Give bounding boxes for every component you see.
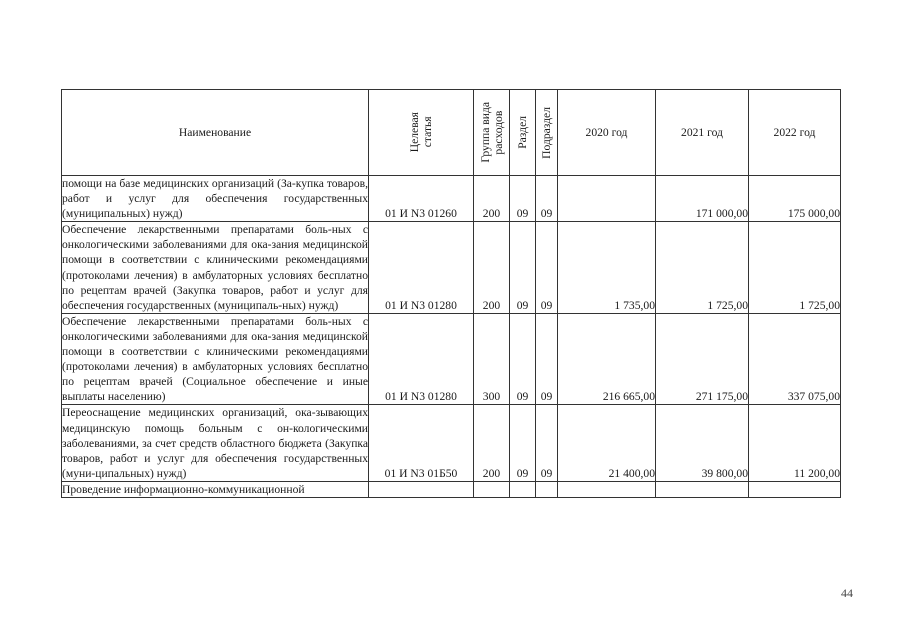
row-expense-group: 200 bbox=[474, 222, 510, 314]
row-amount-2022: 1 725,00 bbox=[749, 222, 841, 314]
table-row bbox=[62, 313, 841, 405]
header-expense-group-label: Группа вида расходов bbox=[478, 102, 505, 163]
header-target-article bbox=[369, 90, 474, 176]
row-amount-2021: 271 175,00 bbox=[656, 313, 749, 405]
row-name: Проведение информационно-коммуникационной bbox=[62, 481, 369, 497]
row-subsection bbox=[536, 481, 558, 497]
header-subsection bbox=[536, 90, 558, 176]
row-amount-2022: 11 200,00 bbox=[749, 405, 841, 481]
row-subsection: 09 bbox=[536, 313, 558, 405]
row-target-article: 01 И N3 01280 bbox=[369, 222, 474, 314]
row-amount-2022: 175 000,00 bbox=[749, 176, 841, 222]
row-amount-2020: 216 665,00 bbox=[558, 313, 656, 405]
row-name: Переоснащение медицинских организаций, ока-зывающих медицинскую помощь больным с он-кологическими заболеваниями, за счет средств областного бюджета (Закупка товаров, работ и услуг для обеспечения государственных (муни-ципальных) нужд) bbox=[62, 406, 368, 480]
row-target-article: 01 И N3 01280 bbox=[369, 313, 474, 405]
row-amount-2020: 1 735,00 bbox=[558, 222, 656, 314]
header-year-2021: 2021 год bbox=[656, 90, 749, 176]
header-section bbox=[510, 90, 536, 176]
row-expense-group: 200 bbox=[474, 176, 510, 222]
header-year-2022: 2022 год bbox=[749, 90, 841, 176]
row-expense-group: 200 bbox=[474, 405, 510, 481]
row-name: Обеспечение лекарственными препаратами боль-ных с онкологическими заболеваниями для ока-зания медицинской помощи в соответствии с клиническими рекомендациями (протоколами лечения) в амбулаторных условиях бесплатно по рецептам врачей (Социальное обеспечение и иные выплаты населению) bbox=[62, 314, 368, 404]
row-section: 09 bbox=[510, 176, 536, 222]
row-amount-2021 bbox=[656, 481, 749, 497]
row-name: Обеспечение лекарственными препаратами боль-ных с онкологическими заболеваниями для ока-зания медицинской помощи в соответствии с клиническими рекомендациями (протоколами лечения) в амбулаторных условиях бесплатно по рецептам врачей (Закупка товаров, работ и услуг для обеспечения государственных (муниципаль-ных) нужд) bbox=[62, 223, 368, 312]
row-amount-2021: 171 000,00 bbox=[656, 176, 749, 222]
header-section-label: Раздел bbox=[516, 116, 529, 149]
row-section bbox=[510, 481, 536, 497]
row-amount-2020: 21 400,00 bbox=[558, 405, 656, 481]
header-year-2020: 2020 год bbox=[558, 90, 656, 176]
row-expense-group: 300 bbox=[474, 313, 510, 405]
row-target-article: 01 И N3 01260 bbox=[369, 176, 474, 222]
row-amount-2022 bbox=[749, 481, 841, 497]
row-subsection: 09 bbox=[536, 176, 558, 222]
header-row bbox=[62, 90, 841, 176]
header-name: Наименование bbox=[62, 90, 369, 176]
header-target-article-label: Целевая статья bbox=[408, 112, 434, 153]
header-subsection-label: Подраздел bbox=[540, 106, 553, 159]
table-row bbox=[62, 222, 841, 314]
row-section: 09 bbox=[510, 222, 536, 314]
row-section: 09 bbox=[510, 313, 536, 405]
page-number: 44 bbox=[841, 586, 853, 600]
row-target-article: 01 И N3 01Б50 bbox=[369, 405, 474, 481]
row-amount-2021: 39 800,00 bbox=[656, 405, 749, 481]
row-subsection: 09 bbox=[536, 405, 558, 481]
table-row bbox=[62, 481, 841, 497]
row-section: 09 bbox=[510, 405, 536, 481]
row-name: помощи на базе медицинских организаций (За-купка товаров, работ и услуг для обеспечения государственных (муниципальных) нужд) bbox=[62, 177, 368, 221]
row-amount-2021: 1 725,00 bbox=[656, 222, 749, 314]
header-expense-group bbox=[474, 90, 510, 176]
row-target-article bbox=[369, 481, 474, 497]
table-row bbox=[62, 176, 841, 222]
row-subsection: 09 bbox=[536, 222, 558, 314]
row-amount-2020 bbox=[558, 176, 656, 222]
row-expense-group bbox=[474, 481, 510, 497]
row-amount-2022: 337 075,00 bbox=[749, 313, 841, 405]
table-row bbox=[62, 405, 841, 481]
budget-table bbox=[61, 89, 841, 498]
row-amount-2020 bbox=[558, 481, 656, 497]
